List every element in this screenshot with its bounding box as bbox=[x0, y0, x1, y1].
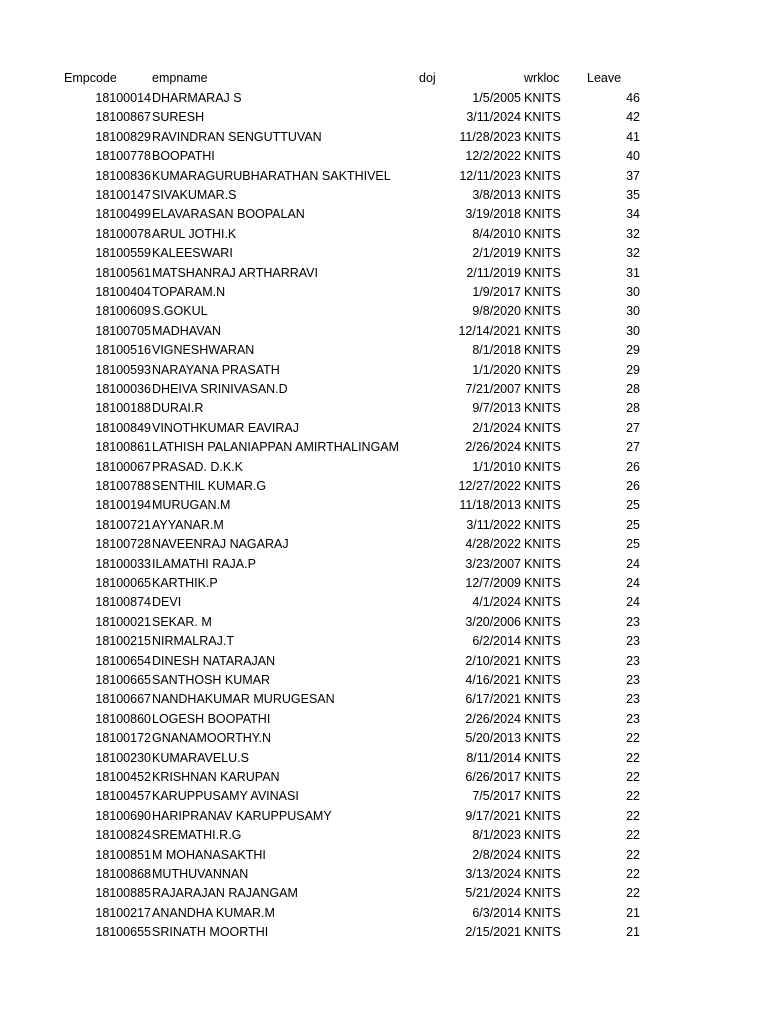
wrkloc-cell: KNITS bbox=[524, 110, 561, 125]
header-empname: empname bbox=[152, 71, 208, 85]
empcode-cell: 18100690 bbox=[95, 808, 151, 823]
wrkloc-cell: KNITS bbox=[524, 595, 561, 610]
doj-cell: 9/8/2020 bbox=[472, 304, 521, 319]
table-row bbox=[0, 399, 768, 418]
empname-cell: KUMARAGURUBHARATHAN SAKTHIVEL bbox=[152, 168, 391, 183]
empname-cell: DINESH NATARAJAN bbox=[152, 653, 276, 668]
table-row bbox=[0, 923, 768, 942]
table-row bbox=[0, 846, 768, 865]
wrkloc-cell: KNITS bbox=[524, 537, 561, 552]
empcode-cell: 18100860 bbox=[95, 711, 151, 726]
leave-cell: 21 bbox=[626, 925, 640, 940]
wrkloc-cell: KNITS bbox=[524, 517, 561, 532]
leave-cell: 25 bbox=[626, 517, 640, 532]
wrkloc-cell: KNITS bbox=[524, 304, 561, 319]
leave-cell: 28 bbox=[626, 401, 640, 416]
empcode-cell: 18100849 bbox=[95, 420, 151, 435]
empname-cell: KARTHIK.P bbox=[152, 576, 218, 590]
empcode-cell: 18100655 bbox=[95, 925, 151, 940]
leave-cell: 23 bbox=[626, 634, 640, 649]
empcode-cell: 18100665 bbox=[95, 673, 151, 687]
wrkloc-cell: KNITS bbox=[524, 886, 561, 901]
table-row bbox=[0, 380, 768, 399]
doj-cell: 2/1/2024 bbox=[472, 420, 521, 435]
leave-cell: 22 bbox=[626, 750, 640, 765]
empname-cell: LATHISH PALANIAPPAN AMIRTHALINGAM bbox=[152, 440, 400, 455]
wrkloc-cell: KNITS bbox=[524, 382, 561, 396]
table-row bbox=[0, 613, 768, 632]
header-empcode: Empcode bbox=[64, 71, 117, 85]
empname-cell: HARIPRANAV KARUPPUSAMY bbox=[152, 808, 332, 823]
doj-cell: 2/8/2024 bbox=[472, 847, 521, 862]
doj-cell: 12/2/2022 bbox=[465, 149, 521, 164]
wrkloc-cell: KNITS bbox=[524, 653, 561, 668]
table-row bbox=[0, 729, 768, 748]
wrkloc-cell: KNITS bbox=[524, 614, 561, 629]
table-row bbox=[0, 419, 768, 438]
empname-cell: SANTHOSH KUMAR bbox=[152, 673, 271, 687]
wrkloc-cell: KNITS bbox=[524, 673, 561, 687]
empcode-cell: 18100561 bbox=[95, 265, 151, 280]
empcode-cell: 18100667 bbox=[95, 692, 151, 707]
wrkloc-cell: KNITS bbox=[524, 149, 561, 164]
empcode-cell: 18100885 bbox=[95, 886, 151, 901]
table-row bbox=[0, 147, 768, 166]
wrkloc-cell: KNITS bbox=[524, 789, 561, 804]
wrkloc-cell: KNITS bbox=[524, 828, 561, 843]
empname-cell: SIVAKUMAR.S bbox=[152, 188, 237, 202]
doj-cell: 12/27/2022 bbox=[458, 479, 521, 493]
wrkloc-cell: KNITS bbox=[524, 323, 561, 338]
empcode-cell: 18100705 bbox=[95, 323, 151, 338]
empname-cell: NAVEENRAJ NAGARAJ bbox=[152, 537, 289, 552]
leave-cell: 22 bbox=[626, 828, 640, 843]
leave-cell: 24 bbox=[626, 576, 640, 590]
wrkloc-cell: KNITS bbox=[524, 634, 561, 649]
doj-cell: 2/15/2021 bbox=[465, 925, 521, 940]
empcode-cell: 18100230 bbox=[95, 750, 151, 765]
doj-cell: 11/18/2013 bbox=[459, 498, 521, 513]
doj-cell: 11/28/2023 bbox=[459, 129, 521, 144]
doj-cell: 5/21/2024 bbox=[465, 886, 521, 901]
table-row bbox=[0, 671, 768, 690]
empcode-cell: 18100065 bbox=[95, 576, 151, 590]
wrkloc-cell: KNITS bbox=[524, 440, 561, 455]
empcode-cell: 18100836 bbox=[95, 168, 151, 183]
doj-cell: 6/2/2014 bbox=[472, 634, 521, 649]
leave-cell: 23 bbox=[626, 711, 640, 726]
wrkloc-cell: KNITS bbox=[524, 188, 561, 202]
doj-cell: 9/7/2013 bbox=[472, 401, 521, 416]
doj-cell: 2/26/2024 bbox=[465, 711, 521, 726]
empcode-cell: 18100499 bbox=[95, 207, 151, 222]
table-row bbox=[0, 652, 768, 671]
table-row bbox=[0, 574, 768, 593]
doj-cell: 6/3/2014 bbox=[472, 905, 521, 920]
table-row bbox=[0, 186, 768, 205]
empname-cell: SRINATH MOORTHI bbox=[152, 925, 269, 940]
leave-cell: 24 bbox=[626, 556, 640, 571]
wrkloc-cell: KNITS bbox=[524, 905, 561, 920]
empcode-cell: 18100829 bbox=[95, 129, 151, 144]
doj-cell: 3/11/2024 bbox=[466, 110, 521, 125]
table-row bbox=[0, 225, 768, 244]
leave-cell: 42 bbox=[626, 110, 640, 125]
table-row bbox=[0, 710, 768, 729]
doj-cell: 12/7/2009 bbox=[465, 576, 521, 590]
table-row bbox=[0, 496, 768, 515]
wrkloc-cell: KNITS bbox=[524, 226, 561, 241]
empname-cell: SREMATHI.R.G bbox=[152, 828, 242, 843]
doj-cell: 5/20/2013 bbox=[465, 731, 521, 746]
wrkloc-cell: KNITS bbox=[524, 867, 561, 881]
header-row bbox=[0, 69, 768, 88]
empcode-cell: 18100404 bbox=[95, 285, 151, 299]
empname-cell: TOPARAM.N bbox=[152, 285, 226, 299]
wrkloc-cell: KNITS bbox=[524, 711, 561, 726]
empname-cell: KRISHNAN KARUPAN bbox=[152, 770, 280, 784]
empname-cell: NARAYANA PRASATH bbox=[152, 362, 280, 377]
doj-cell: 6/17/2021 bbox=[465, 692, 521, 707]
table-row bbox=[0, 787, 768, 806]
table-row bbox=[0, 632, 768, 651]
empname-cell: DURAI.R bbox=[152, 401, 204, 416]
empname-cell: MUTHUVANNAN bbox=[152, 867, 249, 881]
leave-cell: 29 bbox=[626, 362, 640, 377]
empname-cell: S.GOKUL bbox=[152, 304, 208, 319]
leave-cell: 25 bbox=[626, 498, 640, 513]
doj-cell: 4/28/2022 bbox=[465, 537, 521, 552]
doj-cell: 7/5/2017 bbox=[472, 789, 521, 804]
doj-cell: 1/5/2005 bbox=[472, 91, 521, 105]
empname-cell: ARUL JOTHI.K bbox=[152, 226, 237, 241]
empcode-cell: 18100188 bbox=[95, 401, 151, 416]
empname-cell: DHARMARAJ S bbox=[152, 91, 242, 105]
doj-cell: 8/11/2014 bbox=[466, 750, 521, 765]
doj-cell: 6/26/2017 bbox=[465, 770, 521, 784]
empcode-cell: 18100654 bbox=[95, 653, 151, 668]
empname-cell: PRASAD. D.K.K bbox=[152, 459, 243, 474]
empcode-cell: 18100778 bbox=[95, 149, 151, 164]
doj-cell: 8/1/2023 bbox=[472, 828, 521, 843]
doj-cell: 2/1/2019 bbox=[472, 246, 521, 261]
empcode-cell: 18100021 bbox=[95, 614, 151, 629]
empname-cell: DHEIVA SRINIVASAN.D bbox=[152, 382, 288, 396]
empcode-cell: 18100874 bbox=[95, 595, 151, 610]
header-leave: Leave bbox=[587, 71, 622, 85]
leave-cell: 34 bbox=[626, 207, 640, 222]
table-row bbox=[0, 128, 768, 147]
wrkloc-cell: KNITS bbox=[524, 129, 561, 144]
empcode-cell: 18100033 bbox=[95, 556, 151, 571]
doj-cell: 12/11/2023 bbox=[459, 168, 521, 183]
leave-cell: 30 bbox=[626, 304, 640, 319]
doj-cell: 1/1/2020 bbox=[472, 362, 521, 377]
leave-cell: 22 bbox=[626, 867, 640, 881]
wrkloc-cell: KNITS bbox=[524, 750, 561, 765]
table-row bbox=[0, 749, 768, 768]
table-row bbox=[0, 690, 768, 709]
doj-cell: 3/13/2024 bbox=[465, 867, 521, 881]
table-row bbox=[0, 768, 768, 787]
empcode-cell: 18100067 bbox=[95, 459, 151, 474]
table-row bbox=[0, 477, 768, 496]
table-row bbox=[0, 826, 768, 845]
doj-cell: 3/23/2007 bbox=[465, 556, 521, 571]
empcode-cell: 18100867 bbox=[95, 110, 151, 125]
empcode-cell: 18100147 bbox=[95, 188, 151, 202]
leave-cell: 22 bbox=[626, 886, 640, 901]
doj-cell: 3/19/2018 bbox=[465, 207, 521, 222]
empname-cell: GNANAMOORTHY.N bbox=[152, 731, 272, 746]
wrkloc-cell: KNITS bbox=[524, 246, 561, 261]
leave-cell: 32 bbox=[626, 226, 640, 241]
wrkloc-cell: KNITS bbox=[524, 362, 561, 377]
leave-cell: 31 bbox=[626, 265, 640, 280]
table-row bbox=[0, 904, 768, 923]
leave-cell: 22 bbox=[626, 847, 640, 862]
doj-cell: 4/16/2021 bbox=[465, 673, 521, 687]
wrkloc-cell: KNITS bbox=[524, 265, 561, 280]
table-row bbox=[0, 807, 768, 826]
leave-cell: 24 bbox=[626, 595, 640, 610]
empname-cell: SENTHIL KUMAR.G bbox=[152, 479, 267, 493]
table-row bbox=[0, 555, 768, 574]
leave-cell: 30 bbox=[626, 285, 640, 299]
empcode-cell: 18100452 bbox=[95, 770, 151, 784]
empname-cell: SEKAR. M bbox=[152, 614, 212, 629]
wrkloc-cell: KNITS bbox=[524, 459, 561, 474]
leave-cell: 23 bbox=[626, 692, 640, 707]
doj-cell: 3/8/2013 bbox=[472, 188, 521, 202]
empname-cell: RAVINDRAN SENGUTTUVAN bbox=[152, 129, 322, 144]
wrkloc-cell: KNITS bbox=[524, 576, 561, 590]
empcode-cell: 18100014 bbox=[95, 91, 151, 105]
empname-cell: KUMARAVELU.S bbox=[152, 750, 250, 765]
empcode-cell: 18100851 bbox=[95, 847, 151, 862]
empname-cell: ELAVARASAN BOOPALAN bbox=[152, 207, 305, 222]
header-doj: doj bbox=[419, 71, 436, 85]
doj-cell: 9/17/2021 bbox=[465, 808, 521, 823]
empname-cell: MADHAVAN bbox=[152, 323, 221, 338]
leave-cell: 23 bbox=[626, 614, 640, 629]
table-row bbox=[0, 244, 768, 263]
empcode-cell: 18100721 bbox=[95, 517, 151, 532]
table-row bbox=[0, 361, 768, 380]
wrkloc-cell: KNITS bbox=[524, 692, 561, 707]
doj-cell: 8/1/2018 bbox=[472, 343, 521, 358]
leave-cell: 27 bbox=[626, 440, 640, 455]
empcode-cell: 18100861 bbox=[95, 440, 151, 455]
doj-cell: 7/21/2007 bbox=[465, 382, 521, 396]
wrkloc-cell: KNITS bbox=[524, 285, 561, 299]
leave-cell: 23 bbox=[626, 653, 640, 668]
table-row bbox=[0, 108, 768, 127]
table-row bbox=[0, 438, 768, 457]
wrkloc-cell: KNITS bbox=[524, 168, 561, 183]
empcode-cell: 18100172 bbox=[95, 731, 151, 746]
doj-cell: 4/1/2024 bbox=[472, 595, 521, 610]
empname-cell: NANDHAKUMAR MURUGESAN bbox=[152, 692, 335, 707]
table-row bbox=[0, 458, 768, 477]
table-row bbox=[0, 283, 768, 302]
leave-cell: 22 bbox=[626, 789, 640, 804]
empname-cell: KARUPPUSAMY AVINASI bbox=[152, 789, 299, 804]
empcode-cell: 18100457 bbox=[95, 789, 151, 804]
leave-cell: 25 bbox=[626, 537, 640, 552]
doj-cell: 8/4/2010 bbox=[472, 226, 521, 241]
doj-cell: 12/14/2021 bbox=[458, 323, 521, 338]
table-row bbox=[0, 264, 768, 283]
empname-cell: MURUGAN.M bbox=[152, 498, 231, 513]
table-row bbox=[0, 535, 768, 554]
table-row bbox=[0, 593, 768, 612]
wrkloc-cell: KNITS bbox=[524, 479, 561, 493]
leave-cell: 21 bbox=[626, 905, 640, 920]
header-wrkloc: wrkloc bbox=[524, 71, 560, 85]
leave-cell: 32 bbox=[626, 246, 640, 261]
wrkloc-cell: KNITS bbox=[524, 343, 561, 358]
wrkloc-cell: KNITS bbox=[524, 420, 561, 435]
empname-cell: M MOHANASAKTHI bbox=[152, 847, 266, 862]
table-row bbox=[0, 302, 768, 321]
wrkloc-cell: KNITS bbox=[524, 556, 561, 571]
empcode-cell: 18100788 bbox=[95, 479, 151, 493]
wrkloc-cell: KNITS bbox=[524, 847, 561, 862]
empname-cell: ILAMATHI RAJA.P bbox=[152, 556, 256, 571]
table-row bbox=[0, 516, 768, 535]
doj-cell: 1/9/2017 bbox=[472, 285, 521, 299]
empname-cell: VINOTHKUMAR EAVIRAJ bbox=[152, 420, 300, 435]
leave-cell: 29 bbox=[626, 343, 640, 358]
leave-cell: 22 bbox=[626, 770, 640, 784]
leave-cell: 28 bbox=[626, 382, 640, 396]
wrkloc-cell: KNITS bbox=[524, 770, 561, 784]
wrkloc-cell: KNITS bbox=[524, 401, 561, 416]
doj-cell: 2/10/2021 bbox=[465, 653, 521, 668]
empcode-cell: 18100609 bbox=[95, 304, 151, 319]
leave-cell: 41 bbox=[626, 129, 640, 144]
empname-cell: ANANDHA KUMAR.M bbox=[152, 905, 275, 920]
empname-cell: AYYANAR.M bbox=[152, 517, 224, 532]
doj-cell: 3/20/2006 bbox=[465, 614, 521, 629]
doj-cell: 1/1/2010 bbox=[472, 459, 521, 474]
leave-cell: 30 bbox=[626, 323, 640, 338]
leave-cell: 26 bbox=[626, 479, 640, 493]
table-row bbox=[0, 205, 768, 224]
wrkloc-cell: KNITS bbox=[524, 91, 561, 105]
leave-cell: 37 bbox=[626, 168, 640, 183]
wrkloc-cell: KNITS bbox=[524, 808, 561, 823]
doj-cell: 3/11/2022 bbox=[466, 517, 521, 532]
table-row bbox=[0, 167, 768, 186]
empname-cell: NIRMALRAJ.T bbox=[152, 634, 234, 649]
empname-cell: RAJARAJAN RAJANGAM bbox=[152, 886, 298, 901]
doj-cell: 2/26/2024 bbox=[465, 440, 521, 455]
empcode-cell: 18100593 bbox=[95, 362, 151, 377]
empname-cell: MATSHANRAJ ARTHARRAVI bbox=[152, 265, 318, 280]
empcode-cell: 18100194 bbox=[95, 498, 151, 513]
wrkloc-cell: KNITS bbox=[524, 925, 561, 940]
empname-cell: BOOPATHI bbox=[152, 149, 215, 164]
leave-cell: 26 bbox=[626, 459, 640, 474]
empcode-cell: 18100868 bbox=[95, 867, 151, 881]
empname-cell: LOGESH BOOPATHI bbox=[152, 711, 271, 726]
wrkloc-cell: KNITS bbox=[524, 207, 561, 222]
leave-cell: 23 bbox=[626, 673, 640, 687]
empcode-cell: 18100078 bbox=[95, 226, 151, 241]
wrkloc-cell: KNITS bbox=[524, 731, 561, 746]
empcode-cell: 18100217 bbox=[95, 905, 151, 920]
empcode-cell: 18100559 bbox=[95, 246, 151, 261]
empname-cell: DEVI bbox=[152, 595, 182, 610]
table-row bbox=[0, 322, 768, 341]
table-row bbox=[0, 341, 768, 360]
empcode-cell: 18100215 bbox=[95, 634, 151, 649]
leave-cell: 46 bbox=[626, 91, 640, 105]
doj-cell: 2/11/2019 bbox=[466, 265, 521, 280]
empname-cell: VIGNESHWARAN bbox=[152, 343, 255, 358]
empname-cell: SURESH bbox=[152, 110, 205, 125]
wrkloc-cell: KNITS bbox=[524, 498, 561, 513]
empcode-cell: 18100516 bbox=[95, 343, 151, 358]
leave-cell: 27 bbox=[626, 420, 640, 435]
empcode-cell: 18100824 bbox=[95, 828, 151, 843]
leave-cell: 35 bbox=[626, 188, 640, 202]
empcode-cell: 18100728 bbox=[95, 537, 151, 552]
empcode-cell: 18100036 bbox=[95, 382, 151, 396]
leave-cell: 22 bbox=[626, 808, 640, 823]
leave-cell: 40 bbox=[626, 149, 640, 164]
leave-cell: 22 bbox=[626, 731, 640, 746]
table-row bbox=[0, 89, 768, 108]
empname-cell: KALEESWARI bbox=[152, 246, 233, 261]
table-row bbox=[0, 865, 768, 884]
table-row bbox=[0, 884, 768, 903]
